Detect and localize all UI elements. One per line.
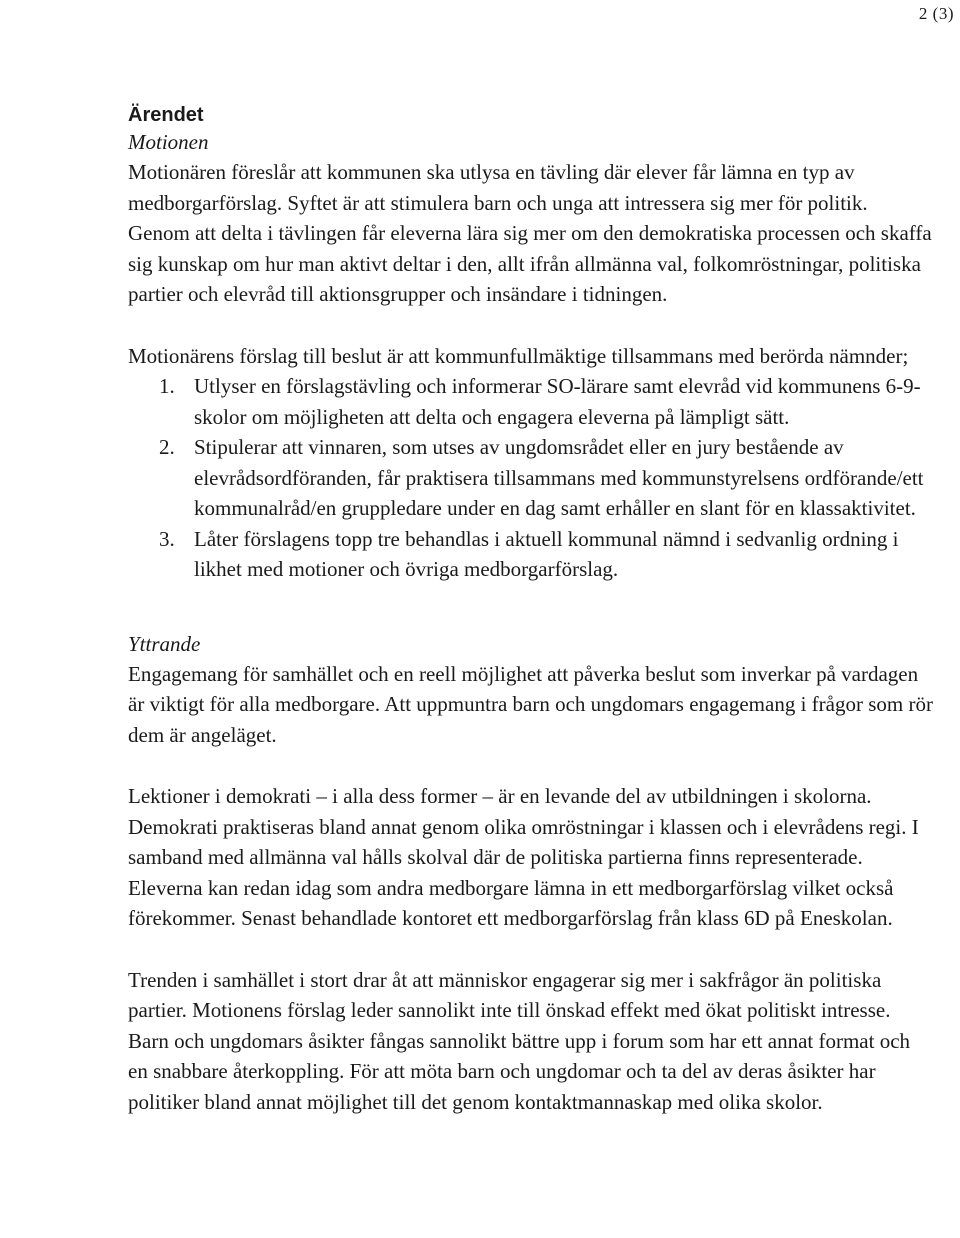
proposal-list [128,371,933,585]
motion-paragraph-1: Motionären föreslår att kommunen ska utlysa en tävling där elever får lämna en typ av medborgarförslag. Syftet är att stimulera barn och unga att intressera sig mer för politik. Genom att delta i tävlingen får eleverna lära sig mer om den demokratiska processen och skaffa sig kunskap om hur man aktivt deltar i den, allt ifrån allmänna val, folkomröstningar, politiska partier och elevråd till aktionsgrupper och insändare i tidningen. [128,160,932,306]
yttrande-section [128,629,933,1118]
list-item-number: 3. [159,526,175,551]
section-heading: Ärendet [128,104,204,126]
list-item-text: Utlyser en förslagstävling och informerar SO-lärare samt elevråd vid kommunens 6-9-skolor om möjligheten att delta och engagera eleverna på lämpligt sätt. [194,374,921,429]
yttrande-paragraph-3: Trenden i samhället i stort drar åt att människor engagerar sig mer i sakfrågor än politiska partier. Motionens förslag leder sannolikt inte till önskad effekt med ökat politiskt intresse. Barn och ungdomars åsikter fångas sannolikt bättre upp i forum som har ett annat format och en snabbare återkoppling. För att möta barn och ungdomar och ta del av deras åsikter har politiker bland annat möjlighet till det genom kontaktmannaskap med olika skolor. [128,967,911,1114]
yttrande-paragraph-2: Lektioner i demokrati – i alla dess former – är en levande del av utbildningen i skolorna. Demokrati praktiseras bland annat genom olika omröstningar i klassen och i elevrådens regi. I samband med allmänna val hålls skolval där de politiska partierna finns representerade. Eleverna kan redan idag som andra medborgare lämna in ett medborgarförslag vilket också förekommer. Senast behandlade kontoret ett medborgarförslag från klass 6D på Eneskolan. [128,784,919,930]
paragraph-spacer [128,310,933,341]
list-item [128,432,933,524]
yttrande-subheading: Yttrande [128,631,201,656]
list-item-number: 2. [159,435,175,459]
list-item-number: 1. [159,374,175,398]
document-body [128,103,933,1117]
motion-section [128,127,933,585]
list-item-text: Låter förslagens topp tre behandlas i aktuell kommunal nämnd i sedvanlig ordning i likhet med motioner och övriga medborgarförslag. [194,526,899,581]
paragraph-spacer [128,934,933,965]
list-item [128,371,933,432]
list-item-text: Stipulerar att vinnaren, som utses av ungdomsrådet eller en jury bestående av elevrådsordföranden, får praktisera tillsammans med kommunstyrelsens ordförande/ett kommunalråd/en gruppledare under en dag samt erhåller en slant för en klassaktivitet. [194,435,924,520]
paragraph-spacer [128,750,933,781]
yttrande-paragraph-1: Engagemang för samhället och en reell möjlighet att påverka beslut som inverkar på vardagen är viktigt för alla medborgare. Att uppmuntra barn och ungdomars engagemang i frågor som rör dem är angeläget. [128,661,933,747]
page-number: 2 (3) [918,4,954,23]
motion-subheading: Motionen [128,130,209,154]
motion-paragraph-2: Motionärens förslag till beslut är att kommunfullmäktige tillsammans med berörda nämnder; [128,343,909,368]
list-item [128,524,933,585]
